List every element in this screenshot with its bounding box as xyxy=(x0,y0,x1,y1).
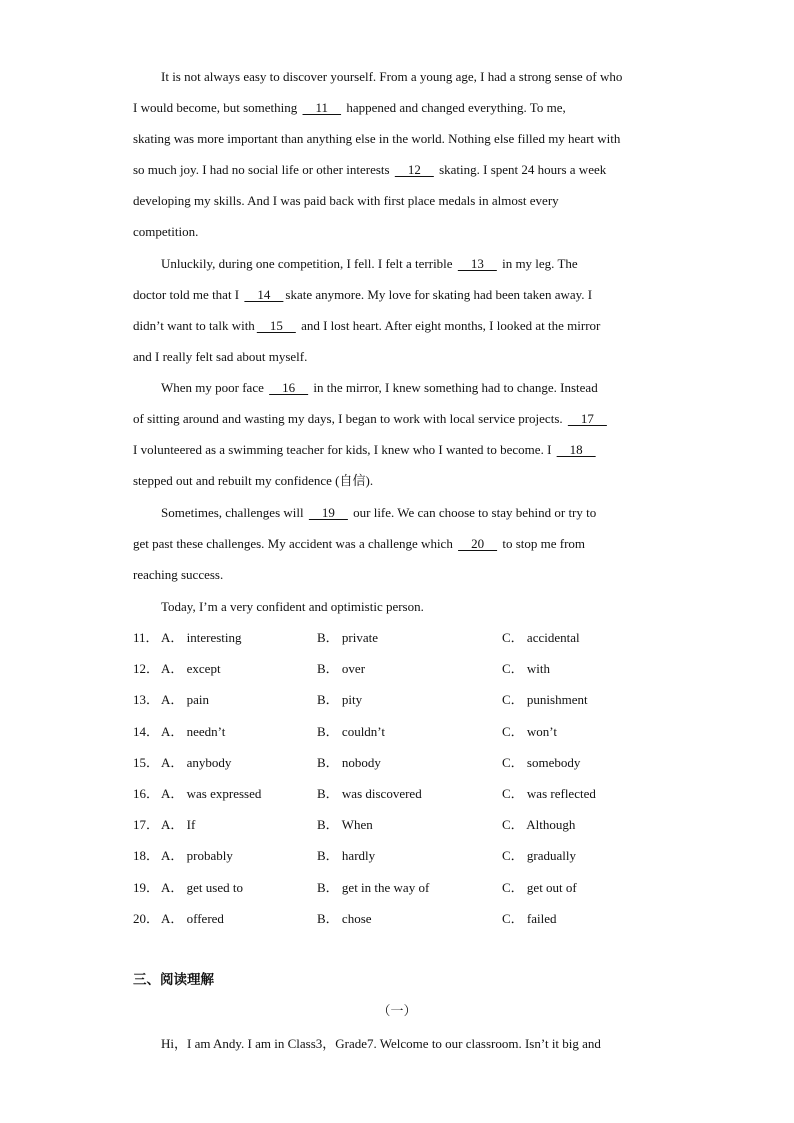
cloze-options xyxy=(133,622,673,934)
question-number: 13． xyxy=(133,692,160,708)
passage-text: stepped out and rebuilt my confidence (自信). xyxy=(133,473,374,488)
passage-line xyxy=(133,61,665,92)
passage-text: Sometimes, challenges will xyxy=(161,505,307,520)
passage-line xyxy=(133,528,665,559)
option-b: B． couldn’t xyxy=(317,723,386,739)
passage-paragraph xyxy=(133,61,665,247)
passage-text: in the mirror, I knew something had to change. Instead xyxy=(310,380,598,395)
option-row xyxy=(133,716,673,747)
option-c: C． won’t xyxy=(502,723,558,739)
option-row xyxy=(133,622,673,653)
passage-text: in my leg. The xyxy=(498,256,578,271)
passage-text: When my poor face xyxy=(161,380,268,395)
option-a: A． was expressed xyxy=(161,785,262,801)
option-c: C． gradually xyxy=(502,848,577,864)
option-a: A． get used to xyxy=(161,879,243,895)
option-row xyxy=(133,840,673,871)
passage-line xyxy=(133,341,665,372)
option-c: C． accidental xyxy=(502,630,580,645)
passage-line xyxy=(133,92,665,123)
answer-blank: 20 xyxy=(458,536,498,551)
passage-line xyxy=(133,403,665,434)
option-row xyxy=(133,809,673,840)
passage-text: I would become, but something xyxy=(133,100,301,115)
option-a: A． except xyxy=(161,661,221,677)
option-c: C． with xyxy=(502,661,551,677)
option-c: C． get out of xyxy=(502,879,577,895)
option-row xyxy=(133,653,673,684)
question-number: 12． xyxy=(133,661,160,677)
passage-text: our life. We can choose to stay behind or try to xyxy=(349,505,597,520)
passage-line xyxy=(133,123,665,154)
passage-line xyxy=(133,372,665,403)
option-b: B． get in the way of xyxy=(317,879,430,895)
reading-passage-line: Hi，I am Andy. I am in Class3，Grade7. Welcome to our classroom. Isn’t it big and xyxy=(161,1036,601,1051)
answer-blank: 16 xyxy=(269,380,309,395)
option-b: B． was discovered xyxy=(317,785,422,801)
answer-blank: 19 xyxy=(308,505,348,520)
option-c: C． failed xyxy=(502,910,557,926)
passage-line xyxy=(133,154,665,185)
passage-text: skate anymore. My love for skating had been taken away. I xyxy=(285,287,593,302)
passage-text: skating. I spent 24 hours a week xyxy=(435,162,607,177)
answer-blank: 18 xyxy=(556,442,596,457)
answer-blank: 12 xyxy=(394,162,434,177)
section-title: 三、阅读理解 xyxy=(133,972,214,988)
option-row xyxy=(133,903,673,934)
option-a: A． probably xyxy=(161,848,233,864)
option-row xyxy=(133,872,673,903)
passage-text: It is not always easy to discover yourself. From a young age, I had a strong sense of who xyxy=(161,69,623,84)
passage-line xyxy=(133,497,665,528)
option-row xyxy=(133,747,673,778)
passage-line xyxy=(133,279,665,310)
passage-text: and I lost heart. After eight months, I looked at the mirror xyxy=(297,318,601,333)
passage-text: didn’t want to talk with xyxy=(133,318,255,333)
question-number: 19． xyxy=(133,879,160,895)
passage-text: reaching success. xyxy=(133,567,224,582)
passage-paragraph xyxy=(133,372,665,496)
passage-paragraph xyxy=(133,248,665,372)
passage-line xyxy=(133,434,665,465)
option-row xyxy=(133,778,673,809)
option-b: B． pity xyxy=(317,692,363,708)
option-row xyxy=(133,684,673,715)
passage-text: competition. xyxy=(133,224,199,239)
option-a: A． needn’t xyxy=(161,723,226,739)
option-a: A． If xyxy=(161,817,196,833)
question-number: 15． xyxy=(133,754,160,770)
option-c: C． somebody xyxy=(502,754,581,770)
passage-text: happened and changed everything. To me, xyxy=(343,100,566,115)
passage-paragraph xyxy=(133,497,665,590)
passage-line xyxy=(133,216,665,247)
option-a: A． anybody xyxy=(161,754,232,770)
answer-blank: 14 xyxy=(244,287,284,302)
option-a: A． interesting xyxy=(161,630,242,645)
question-number: 11． xyxy=(133,630,159,645)
option-b: B． chose xyxy=(317,910,372,926)
answer-blank: 15 xyxy=(256,318,296,333)
answer-blank: 17 xyxy=(567,411,607,426)
question-number: 18． xyxy=(133,848,160,864)
passage-line xyxy=(133,310,665,341)
passage-line xyxy=(133,248,665,279)
passage-text: Unluckily, during one competition, I fell. I felt a terrible xyxy=(161,256,456,271)
passage-text: so much joy. I had no social life or other interests xyxy=(133,162,393,177)
passage-text: I volunteered as a swimming teacher for kids, I knew who I wanted to become. I xyxy=(133,442,555,457)
option-b: B． nobody xyxy=(317,754,381,770)
passage-text: get past these challenges. My accident was a challenge which xyxy=(133,536,457,551)
passage-text: skating was more important than anything else in the world. Nothing else filled my heart with xyxy=(133,131,621,146)
question-number: 14． xyxy=(133,723,160,739)
passage-line xyxy=(133,591,665,622)
passage-text: doctor told me that I xyxy=(133,287,243,302)
option-b: B． private xyxy=(317,630,379,645)
answer-blank: 11 xyxy=(302,100,342,115)
option-c: C． was reflected xyxy=(502,785,596,801)
passage-line xyxy=(133,465,665,496)
option-b: B． hardly xyxy=(317,848,376,864)
passage-text: Today, I’m a very confident and optimistic person. xyxy=(161,599,424,614)
passage-line xyxy=(133,559,665,590)
passage-text: and I really felt sad about myself. xyxy=(133,349,308,364)
passage-line xyxy=(133,185,665,216)
question-number: 17． xyxy=(133,817,160,833)
option-b: B． When xyxy=(317,817,373,833)
passage-text: developing my skills. And I was paid back with first place medals in almost every xyxy=(133,193,559,208)
option-b: B． over xyxy=(317,661,366,677)
subsection-title: （一） xyxy=(377,1004,417,1019)
option-c: C． punishment xyxy=(502,692,588,708)
question-number: 20． xyxy=(133,910,160,926)
passage-paragraph xyxy=(133,591,665,622)
question-number: 16． xyxy=(133,785,160,801)
option-c: C． Although xyxy=(502,817,576,833)
option-a: A． offered xyxy=(161,910,224,926)
option-a: A． pain xyxy=(161,692,210,708)
answer-blank: 13 xyxy=(457,256,497,271)
passage-text: of sitting around and wasting my days, I began to work with local service projects. xyxy=(133,411,566,426)
passage-text: to stop me from xyxy=(499,536,586,551)
